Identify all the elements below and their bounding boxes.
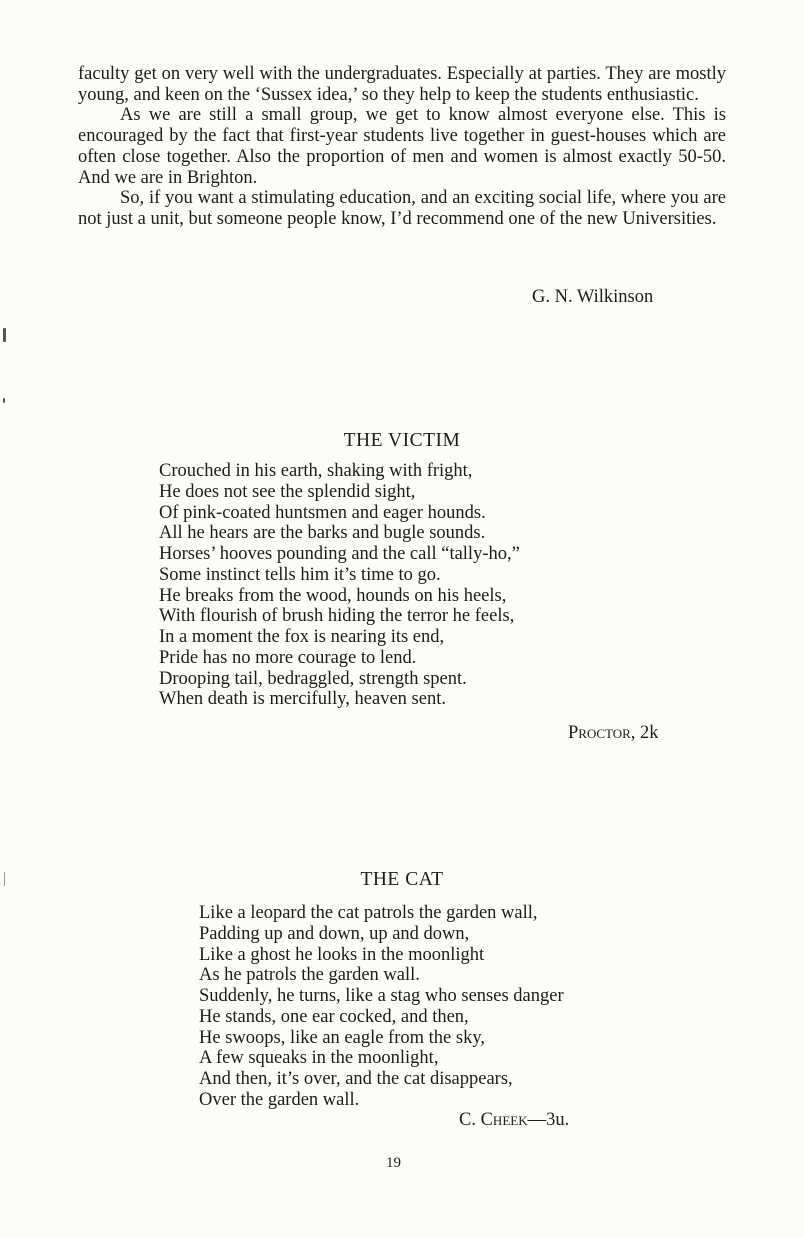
victim-line-5: Horses’ hooves pounding and the call “tally-ho,” (159, 544, 520, 564)
victim-author-suffix: , 2k (630, 723, 659, 743)
cat-line-4: As he patrols the garden wall. (199, 965, 420, 986)
cat-line-1: Like a leopard the cat patrols the garden wall, (199, 903, 538, 923)
scan-speck (3, 398, 5, 403)
essay-paragraph-1: faculty get on very well with the undergraduates. Especially at parties. They are mostly young, and keen on the ‘Sussex idea,’ so they help to keep the students enthusiastic. (78, 64, 726, 105)
victim-line-1: Crouched in his earth, shaking with fright, (159, 461, 473, 481)
cat-author-initial: C. (459, 1110, 481, 1130)
victim-author-name: Proctor (568, 723, 631, 743)
essay-paragraph-2: As we are still a small group, we get to know almost everyone else. This is encouraged by the fact that first-year students live together in guest-houses which are often close together. Also the proportion of men and women is almost exactly 50-50. And we are in Brighton. (78, 105, 726, 188)
cat-line-3: Like a ghost he looks in the moonlight (199, 944, 485, 965)
victim-author (568, 723, 659, 744)
cat-title: THE CAT (360, 869, 444, 890)
victim-title: THE VICTIM (343, 430, 461, 451)
victim-line-6: Some instinct tells him it’s time to go. (159, 564, 441, 585)
scan-speck (3, 328, 6, 342)
cat-line-10: Over the garden wall. (199, 1089, 360, 1110)
cat-line-7: He swoops, like an eagle from the sky, (199, 1027, 485, 1048)
cat-author (459, 1110, 569, 1131)
victim-line-4: All he hears are the barks and bugle sounds. (159, 523, 486, 544)
cat-line-2: Padding up and down, up and down, (199, 923, 470, 944)
victim-line-3: Of pink-coated huntsmen and eager hounds. (159, 502, 486, 523)
cat-poem (199, 903, 564, 1111)
scan-speck (4, 872, 5, 886)
cat-line-6: He stands, one ear cocked, and then, (199, 1006, 469, 1027)
victim-poem (159, 461, 520, 710)
page-number: 19 (386, 1155, 401, 1171)
essay-paragraph-3: So, if you want a stimulating education, and an exciting social life, where you are not just a unit, but someone people know, I’d recommend one of the new Universities. (78, 188, 726, 229)
victim-line-2: He does not see the splendid sight, (159, 481, 416, 502)
cat-line-8: A few squeaks in the moonlight, (199, 1048, 439, 1069)
victim-line-10: Pride has no more courage to lend. (159, 647, 417, 668)
victim-line-7: He breaks from the wood, hounds on his heels, (159, 585, 507, 606)
victim-line-9: In a moment the fox is nearing its end, (159, 627, 445, 647)
essay-author: G. N. Wilkinson (532, 287, 654, 307)
essay-section (78, 64, 726, 230)
victim-line-8: With flourish of brush hiding the terror he feels, (159, 606, 515, 627)
victim-line-11: Drooping tail, bedraggled, strength spent. (159, 668, 467, 689)
victim-line-12: When death is mercifully, heaven sent. (159, 689, 446, 710)
cat-line-5: Suddenly, he turns, like a stag who senses danger (199, 986, 564, 1006)
cat-author-name: Cheek (480, 1110, 528, 1130)
cat-author-suffix: —3u. (527, 1110, 570, 1130)
cat-line-9: And then, it’s over, and the cat disappears, (199, 1069, 513, 1089)
